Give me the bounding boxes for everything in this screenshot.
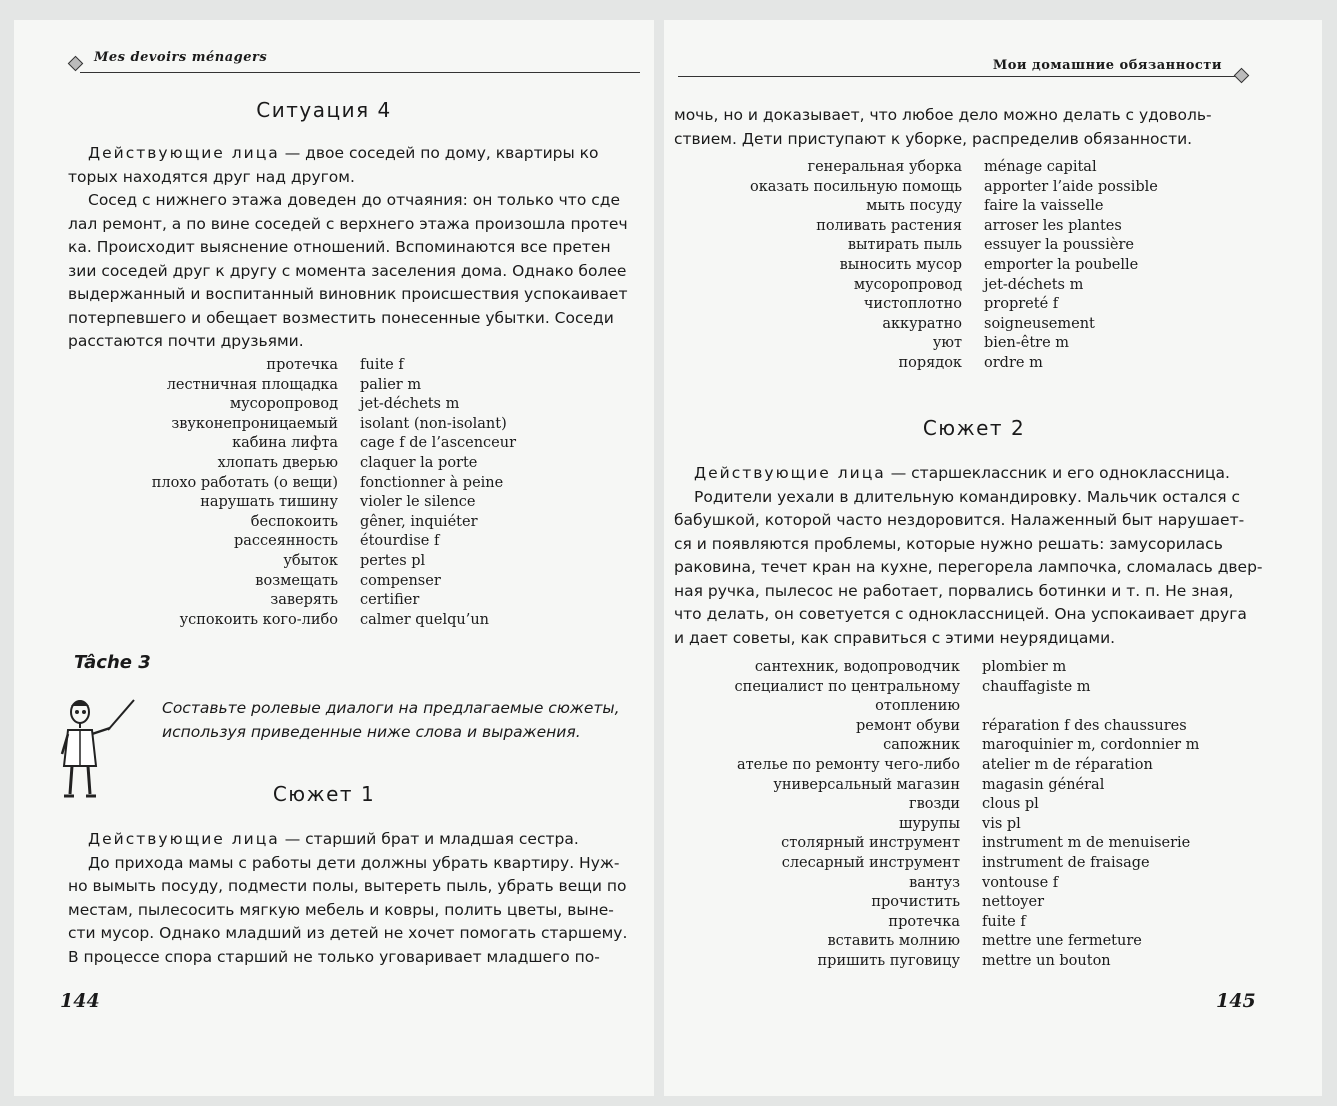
glossary-row — [680, 795, 1199, 815]
glossary-fr: gêner, inquiéter — [360, 513, 478, 530]
glossary-fr: mettre une fermeture — [982, 933, 1142, 950]
glossary-fr: plombier m — [982, 659, 1067, 675]
situation4-title: Ситуация 4 — [256, 98, 392, 122]
glossary-row — [684, 315, 1158, 335]
glossary-ru: слесарный инструмент — [781, 854, 960, 871]
glossary-row — [54, 611, 516, 631]
glossary-fr: jet-déchets m — [984, 276, 1084, 293]
glossary-fr: calmer quelqu’un — [360, 611, 490, 628]
glossary-ru: лестничная площадка — [166, 376, 338, 393]
glossary-row — [680, 717, 1199, 737]
sujet1-glossary — [684, 158, 1158, 374]
glossary-row — [680, 834, 1199, 854]
instruction-line: Составьте ролевые диалоги на предлагаемые сюжеты, — [162, 699, 620, 717]
glossary-ru: рассеянность — [234, 533, 338, 550]
glossary-row — [684, 158, 1158, 178]
page-number-left: 144 — [60, 990, 100, 1012]
sujet2-glossary — [680, 658, 1199, 972]
glossary-ru: плохо работать (о вещи) — [151, 474, 338, 491]
glossary-ru: шурупы — [898, 815, 960, 832]
page-number-right: 145 — [1216, 990, 1256, 1012]
paragraph-line: торых находятся друг над другом. — [68, 167, 355, 186]
glossary-row — [680, 932, 1199, 952]
glossary-row — [54, 572, 516, 592]
glossary-fr: ménage capital — [984, 159, 1097, 175]
glossary-ru: возмещать — [255, 572, 338, 589]
glossary-fr: maroquinier m, cordonnier m — [982, 737, 1200, 754]
left-page-header: Mes devoirs ménagers — [94, 50, 268, 65]
right-header-rule — [678, 76, 1238, 77]
glossary-ru: звуконепроницаемый — [171, 415, 338, 432]
glossary-ru: беспокоить — [250, 513, 338, 530]
glossary-ru: сантехник, водопроводчик — [754, 659, 960, 675]
glossary-ru: аккуратно — [882, 315, 962, 332]
glossary-fr: apporter l’aide possible — [984, 178, 1158, 195]
left-header-rule — [80, 72, 640, 73]
glossary-row — [54, 493, 516, 513]
glossary-fr: atelier m de réparation — [982, 756, 1153, 773]
glossary-ru: кабина лифта — [232, 435, 338, 452]
glossary-ru: успокоить кого-либо — [179, 611, 338, 628]
glossary-ru: убыток — [283, 552, 338, 569]
glossary-ru: уют — [932, 335, 962, 352]
paragraph-line: ная ручка, пылесос не работает, порвались ботинки и т. п. Не зная, — [674, 581, 1234, 600]
glossary-row — [680, 776, 1199, 796]
paragraph-line: раковина, течет кран на кухне, перегорела лампочка, сломалась двер- — [674, 558, 1263, 576]
glossary-row — [54, 376, 516, 396]
glossary-ru: столярный инструмент — [781, 835, 960, 852]
glossary-row — [680, 854, 1199, 874]
glossary-fr: chauffagiste m — [982, 678, 1091, 695]
paragraph-line: местам, пылесосить мягкую мебель и ковры, полить цветы, выне- — [68, 900, 614, 919]
instruction-line: используя приведенные ниже слова и выражения. — [162, 723, 581, 741]
glossary-ru: вытирать пыль — [847, 237, 962, 254]
paragraph-line: ствием. Дети приступают к уборке, распределив обязанности. — [674, 129, 1193, 148]
glossary-ru: нарушать тишину — [200, 494, 338, 511]
glossary-fr: réparation f des chaussures — [982, 717, 1187, 734]
glossary-fr: étourdise f — [360, 533, 440, 550]
glossary-row — [680, 697, 1199, 717]
glossary-row — [680, 678, 1199, 698]
glossary-fr: claquer la porte — [360, 454, 478, 471]
glossary-row — [54, 591, 516, 611]
glossary-ru: вставить молнию — [827, 933, 960, 950]
glossary-ru: чистоплотно — [863, 296, 962, 313]
glossary-fr: mettre un bouton — [982, 952, 1111, 969]
glossary-ru: порядок — [898, 354, 962, 371]
paragraph-line: Действующие лица — старшеклассник и его одноклассница. — [694, 464, 1230, 482]
glossary-fr: isolant (non-isolant) — [360, 415, 507, 432]
glossary-row — [684, 334, 1158, 354]
glossary-fr: certifier — [360, 592, 420, 609]
glossary-row — [54, 513, 516, 533]
glossary-ru: ремонт обуви — [856, 717, 960, 734]
right-page — [664, 20, 1322, 1096]
glossary-fr: vis pl — [982, 815, 1021, 832]
glossary-fr: fuite f — [982, 913, 1026, 930]
right-page-header: Мои домашние обязанности — [992, 58, 1222, 73]
glossary-fr: instrument m de menuiserie — [982, 835, 1191, 852]
glossary-row — [54, 532, 516, 552]
glossary-ru: заверять — [270, 592, 338, 609]
glossary-ru: протечка — [266, 357, 338, 373]
left-page — [14, 20, 654, 1096]
glossary-fr: faire la vaisselle — [984, 198, 1104, 215]
paragraph-line: зии соседей друг к другу с момента заселения дома. Однако более — [68, 261, 627, 280]
paragraph-line: потерпевшего и обещает возместить понесенные убытки. Соседи — [68, 308, 614, 327]
glossary-fr: fuite f — [360, 357, 404, 373]
glossary-ru: протечка — [888, 913, 960, 930]
glossary-ru: отоплению — [875, 698, 960, 715]
glossary-ru: пришить пуговицу — [817, 952, 960, 969]
glossary-fr: ordre m — [984, 354, 1043, 371]
glossary-ru: оказать посильную помощь — [749, 178, 962, 195]
glossary-fr: arroser les plantes — [984, 217, 1122, 234]
glossary-row — [680, 815, 1199, 835]
glossary-row — [684, 236, 1158, 256]
glossary-row — [684, 197, 1158, 217]
sujet1-title: Сюжет 1 — [272, 782, 376, 806]
glossary-ru: гвозди — [909, 796, 960, 813]
glossary-row — [54, 434, 516, 454]
glossary-row — [54, 356, 516, 376]
paragraph-line: и дает советы, как справиться с этими неурядицами. — [674, 628, 1116, 647]
paragraph-line: что делать, он советуется с одноклассницей. Она успокаивает друга — [674, 605, 1247, 623]
glossary-row — [680, 658, 1199, 678]
glossary-ru: генеральная уборка — [807, 159, 962, 175]
glossary-ru: сапожник — [883, 737, 960, 754]
glossary-ru: поливать растения — [816, 217, 962, 234]
tache3-title: Tâche 3 — [74, 652, 151, 673]
glossary-fr: bien-être m — [984, 335, 1070, 352]
glossary-ru: прочистить — [871, 894, 960, 911]
paragraph-line: ся и появляются проблемы, которые нужно решать: замусорилась — [674, 534, 1223, 553]
sujet1-paragraph — [68, 828, 654, 969]
glossary-ru: универсальный магазин — [773, 776, 960, 793]
paragraph-line: Родители уехали в длительную командировку. Мальчик остался с — [694, 487, 1241, 506]
glossary-fr: fonctionner à peine — [360, 474, 504, 491]
glossary-row — [54, 415, 516, 435]
glossary-fr: nettoyer — [982, 894, 1045, 911]
paragraph-line: До прихода мамы с работы дети должны убрать квартиру. Нуж- — [88, 853, 620, 872]
glossary-ru: ателье по ремонту чего-либо — [737, 756, 960, 773]
paragraph-line: В процессе спора старший не только уговаривает младшего по- — [68, 947, 600, 966]
glossary-row — [680, 952, 1199, 972]
glossary-row — [684, 276, 1158, 296]
glossary-fr: instrument de fraisage — [982, 854, 1150, 871]
glossary-fr: propreté f — [984, 296, 1059, 313]
glossary-fr: violer le silence — [360, 494, 476, 511]
header-diamond-ornament — [1234, 68, 1250, 84]
glossary-row — [54, 474, 516, 494]
teacher-pointer-illustration — [58, 692, 138, 802]
glossary-row — [54, 552, 516, 572]
glossary-ru: выносить мусор — [839, 256, 962, 273]
glossary-fr: pertes pl — [360, 552, 426, 569]
glossary-fr: vontouse f — [982, 874, 1059, 891]
paragraph-line: Сосед с нижнего этажа доведен до отчаяния: он только что сде — [88, 191, 621, 209]
glossary-fr: magasin général — [982, 776, 1105, 793]
paragraph-line: Действующие лица — старший брат и младшая сестра. — [88, 830, 579, 848]
glossary-ru: специалист по центральному — [734, 678, 960, 695]
glossary-row — [680, 736, 1199, 756]
glossary-row — [680, 756, 1199, 776]
sujet2-title: Сюжет 2 — [922, 416, 1026, 440]
glossary-fr: jet-déchets m — [360, 396, 460, 413]
glossary-row — [684, 178, 1158, 198]
paragraph-line: сти мусор. Однако младший из детей не хочет помогать старшему. — [68, 924, 628, 942]
sujet1-continued-paragraph — [674, 104, 1274, 151]
glossary-ru: хлопать дверью — [217, 454, 338, 471]
header-diamond-ornament — [68, 56, 84, 72]
paragraph-line: бабушкой, которой часто нездоровится. Налаженный быт нарушает- — [674, 511, 1245, 529]
glossary-row — [680, 913, 1199, 933]
glossary-row — [54, 454, 516, 474]
glossary-ru: мусоропровод — [229, 396, 338, 413]
glossary-fr: cage f de l’ascenceur — [360, 435, 517, 452]
glossary-fr: palier m — [360, 376, 422, 393]
glossary-row — [684, 354, 1158, 374]
glossary-fr: soigneusement — [984, 315, 1095, 332]
glossary-row — [684, 256, 1158, 276]
tache3-instructions — [162, 696, 620, 744]
sujet2-paragraph — [674, 462, 1274, 650]
glossary-row — [54, 395, 516, 415]
glossary-row — [680, 893, 1199, 913]
glossary-fr: essuyer la poussière — [984, 237, 1134, 254]
paragraph-line: расстаются почти друзьями. — [68, 332, 304, 350]
paragraph-line: мочь, но и доказывает, что любое дело можно делать с удоволь- — [674, 106, 1212, 124]
paragraph-line: Действующие лица — двое соседей по дому, квартиры ко — [88, 144, 599, 162]
glossary-fr: compenser — [360, 572, 441, 589]
glossary-row — [684, 295, 1158, 315]
paragraph-line: лал ремонт, а по вине соседей с верхнего этажа произошла протеч — [68, 214, 628, 233]
glossary-ru: вантуз — [909, 874, 960, 891]
glossary-ru: мыть посуду — [866, 198, 962, 215]
glossary-fr: emporter la poubelle — [984, 256, 1139, 273]
paragraph-line: ка. Происходит выяснение отношений. Вспоминаются все претен — [68, 238, 611, 256]
glossary-row — [684, 217, 1158, 237]
glossary-fr: clous pl — [982, 796, 1039, 813]
glossary-ru: мусоропровод — [853, 276, 962, 293]
situation4-glossary — [54, 356, 516, 630]
glossary-row — [680, 874, 1199, 894]
paragraph-line: выдержанный и воспитанный виновник происшествия успокаивает — [68, 285, 628, 303]
situation4-paragraph — [68, 142, 654, 354]
paragraph-line: но вымыть посуду, подмести полы, вытереть пыль, убрать вещи по — [68, 877, 627, 895]
